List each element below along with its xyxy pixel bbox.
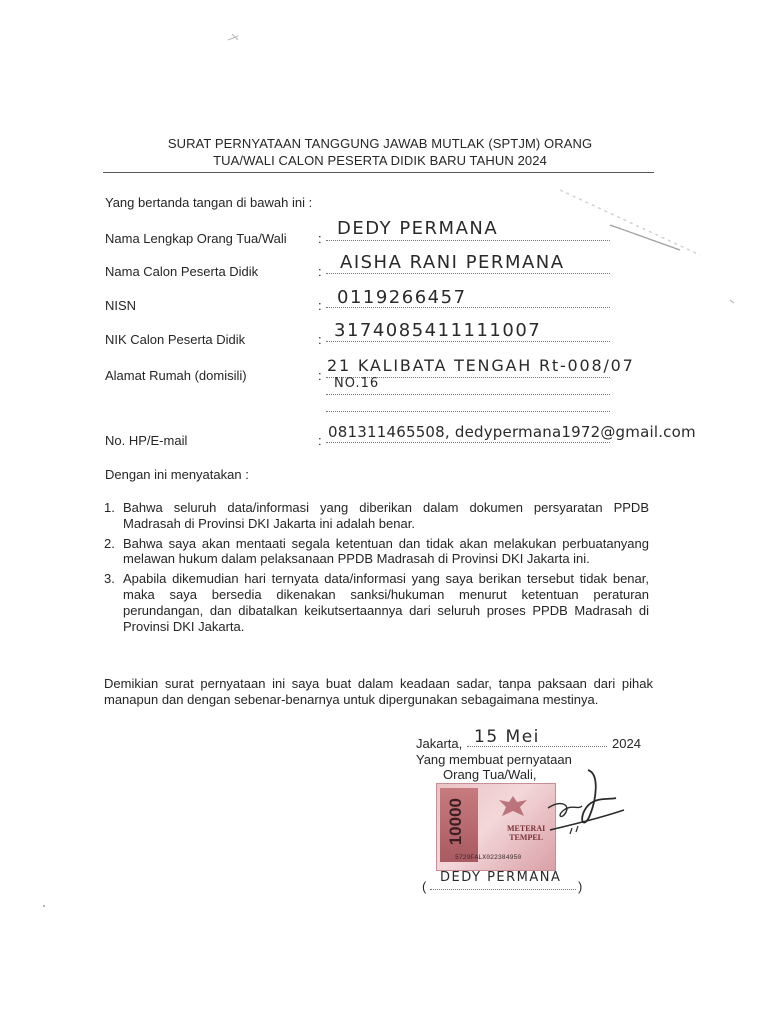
stamp-label-line1: METERAI [507, 824, 546, 833]
signature-role-line2: Orang Tua/Wali, [443, 767, 537, 782]
signature-place: Jakarta, [416, 736, 463, 751]
list-item-number: 3. [104, 571, 115, 587]
field-dotted-line [326, 341, 610, 342]
field-value-nisn: 0119266457 [337, 287, 467, 308]
field-dotted-line [326, 240, 610, 241]
closing-paragraph: Demikian surat pernyataan ini saya buat dalam keadaan sadar, tanpa paksaan dari pihak manapun dan dengan sebenar-benarnya untuk dipergunakan sebagaimana mestinya. [104, 676, 653, 707]
list-item [104, 571, 649, 634]
stamp-value: 10000 [446, 798, 465, 846]
intro-text: Yang bertanda tangan di bawah ini : [105, 195, 313, 210]
title-underline [103, 172, 654, 173]
handwritten-signature [520, 760, 630, 850]
title-line-1: SURAT PERNYATAAN TANGGUNG JAWAB MUTLAK (SPTJM) ORANG [167, 136, 593, 151]
field-label-nisn: NISN [105, 298, 137, 313]
statement-list [104, 500, 649, 638]
list-item-number: 2. [104, 535, 115, 551]
list-item [104, 500, 649, 532]
stamp-label-line2: TEMPEL [509, 833, 543, 842]
list-item [104, 536, 649, 568]
field-colon: : [318, 298, 322, 313]
signature-date: 15 Mei [474, 727, 540, 747]
stamp-value-strip [440, 788, 478, 862]
date-dotted-line [467, 746, 607, 747]
signature-role-line1: Yang membuat pernyataan [416, 752, 572, 767]
field-label-address: Alamat Rumah (domisili) [105, 368, 247, 383]
field-dotted-line [326, 307, 610, 308]
list-item-text: Bahwa seluruh data/informasi yang diberikan dalam dokumen persyaratan PPDB Madrasah di Provinsi DKI Jakarta ini adalah benar. [123, 500, 649, 531]
field-label-nik: NIK Calon Peserta Didik [105, 332, 246, 347]
list-item-number: 1. [104, 500, 115, 515]
field-dotted-line [326, 273, 610, 274]
list-item-text: Apabila dikemudian hari ternyata data/informasi yang saya berikan tersebut tidak benar, maka saya bersedia dikenakan sanksi/hukuman menurut ketentuan peraturan perundangan, dan dibatalkan keikutsertaannya dari seluruh proses PPDB Madrasah di Provinsi DKI Jakarta. [123, 571, 649, 634]
field-value-student-name: AISHA RANI PERMANA [340, 252, 565, 273]
signature-year: 2024 [612, 736, 641, 751]
field-colon: : [318, 368, 322, 383]
name-dotted-line [430, 889, 576, 890]
field-value-contact: 081311465508, dedypermana1972@gmail.com [328, 423, 696, 441]
field-colon: : [318, 332, 322, 347]
field-value-nik: 3174085411111007 [334, 320, 542, 341]
name-close-paren: ) [578, 879, 583, 894]
field-dotted-line [326, 411, 610, 412]
field-label-contact: No. HP/E-mail [105, 433, 188, 448]
field-label-parent-name: Nama Lengkap Orang Tua/Wali [105, 231, 287, 246]
field-value-address: 21 KALIBATA TENGAH Rt-008/07 [327, 356, 635, 375]
list-item-text: Bahwa saya akan mentaati segala ketentuan dan tidak akan melakukan perbuatanyang melawan hukum dalam pelaksanaan PPDB Madrasah di Provinsi DKI Jakarta ini. [123, 535, 649, 567]
field-colon: : [318, 264, 322, 279]
document-title [120, 135, 640, 169]
field-label-student-name: Nama Calon Peserta Didik [105, 264, 259, 279]
signer-name: DEDY PERMANA [440, 870, 562, 885]
title-line-2: TUA/WALI CALON PESERTA DIDIK BARU TAHUN 2024 [213, 153, 547, 168]
field-value-parent-name: DEDY PERMANA [337, 218, 499, 239]
field-value-address-line2: NO.16 [334, 376, 380, 391]
stamp-serial: 5729FALX022384950 [455, 854, 522, 861]
field-colon: : [318, 433, 322, 448]
declaration-intro: Dengan ini menyatakan : [105, 467, 249, 482]
field-dotted-line [326, 442, 610, 443]
field-dotted-line [326, 394, 610, 395]
field-colon: : [318, 231, 322, 246]
name-open-paren: ( [422, 879, 427, 894]
